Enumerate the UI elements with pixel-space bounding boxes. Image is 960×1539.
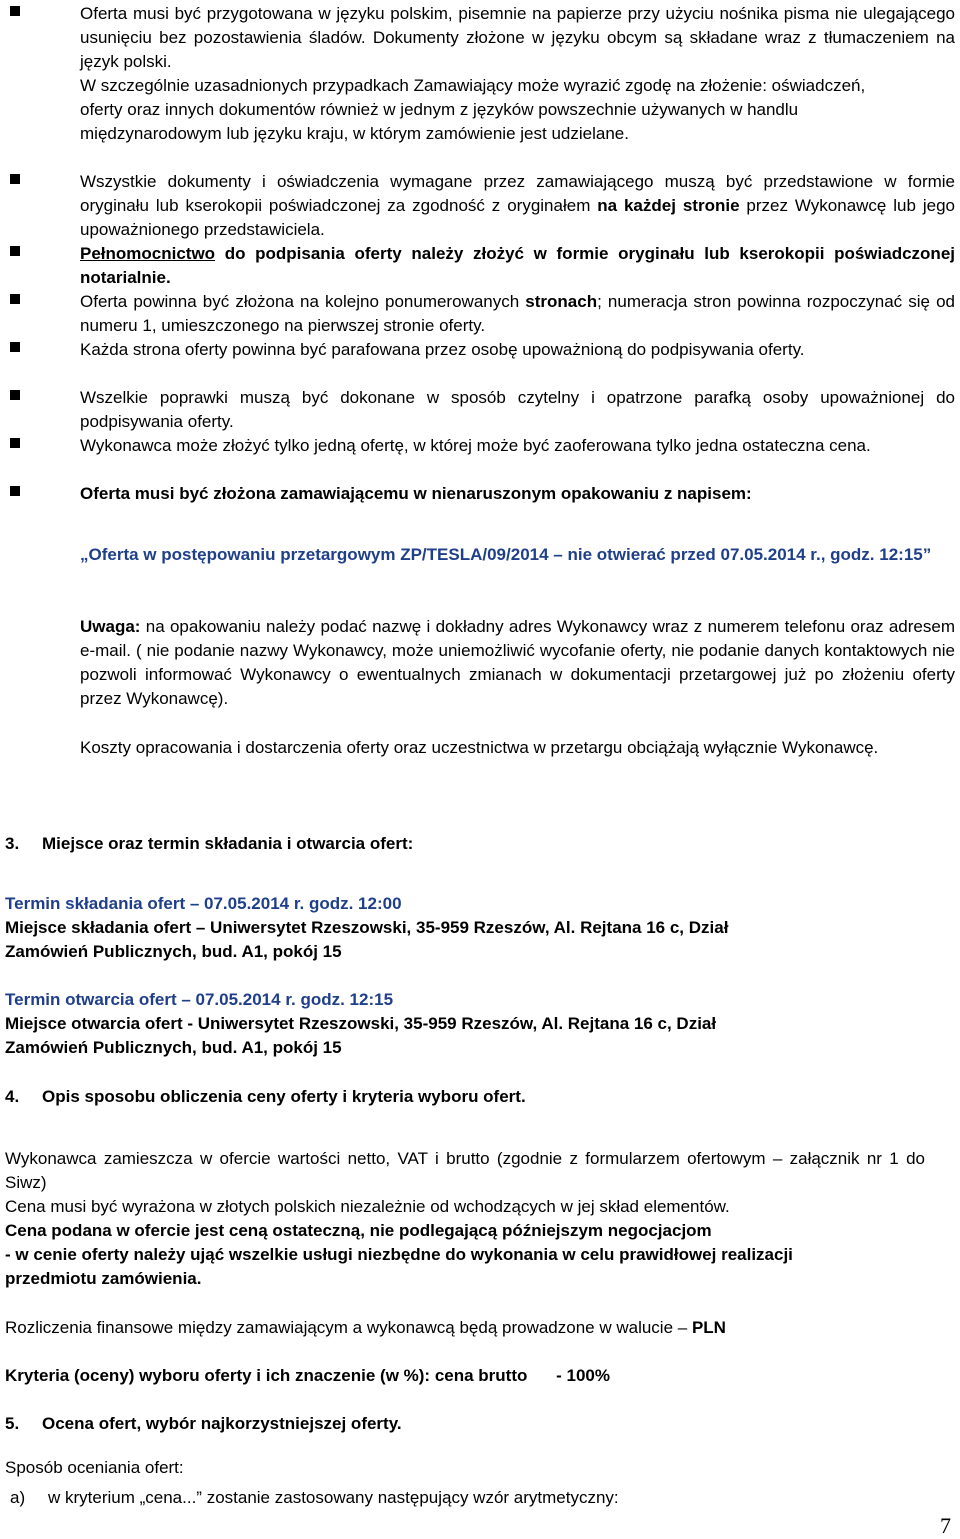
list-item: Wszelkie poprawki muszą być dokonane w sposób czytelny i opatrzone parafką osoby upoważnionej do podpisywania oferty. [80,388,955,431]
submit-deadline: Termin składania ofert – 07.05.2014 r. godz. 12:00 [5,894,402,913]
submit-place [5,916,728,964]
open-place-line: Miejsce otwarcia ofert - Uniwersytet Rzeszowski, 35-959 Rzeszów, Al. Rejtana 16 c, Dział [5,1014,717,1033]
note-text: na opakowaniu należy podać nazwę i dokładny adres Wykonawcy wraz z numerem telefonu oraz adresem e-mail. ( nie podanie nazwy Wykonawcy, może uniemożliwić wycofanie oferty, nie podanie danych kontaktowych nie pozwoli informować Wykonawcy o ewentualnych zmianach w dokumentacji przetargowej już po złożeniu oferty przez Wykonawcę). [80,617,955,708]
list-item-marker: a) [10,1488,26,1507]
submit-place-line: Miejsce składania ofert – Uniwersytet Rzeszowski, 35-959 Rzeszów, Al. Rejtana 16 c, Dział [5,918,729,937]
section-number: 4. [5,1087,20,1106]
list-item-emphasis: Pełnomocnictwo [80,244,216,263]
section4-paragraph: Cena musi być wyrażona w złotych polskich niezależnie od wchodzących w jej skład elementów. [5,1197,730,1216]
open-deadline: Termin otwarcia ofert – 07.05.2014 r. godz. 12:15 [5,990,394,1009]
list-item [10,1486,619,1510]
list-item-emphasis: stronach [525,292,598,311]
list-item-emphasis: na każdej stronie [597,196,740,215]
list-item-text: do podpisania oferty należy złożyć w formie oryginału lub kserokopii poświadczonej notarialnie. [80,244,955,287]
section-heading [5,832,413,856]
submit-place-line: Zamówień Publicznych, bud. A1, pokój 15 [5,942,342,961]
list-item-text: Wszystkie dokumenty i oświadczenia wymagane przez zamawiającego muszą być przedstawione w formie oryginału lub kserokopii poświadczonej za zgodność z oryginałem [80,172,955,215]
page-number: 7 [940,1513,951,1538]
currency-line [5,1316,726,1340]
list-item [80,170,955,242]
list-item-text: ; numeracja stron powinna rozpoczynać się od numeru 1, umieszczonego na pierwszej stronie oferty. [80,292,955,335]
list-item: W szczególnie uzasadnionych przypadkach Zamawiający może wyrazić zgodę na złożenie: oświadczeń, oferty oraz innych dokumentów również w jednym z języków powszechnie używanych w handlu międzynarodowym lub języku kraju, w którym zamówienie jest udzielane. [80,76,866,143]
section-heading [5,1085,526,1109]
note-label: Uwaga: [80,617,141,636]
list-item: Oferta musi być złożona zamawiającemu w nienaruszonym opakowaniu z napisem: [80,484,752,503]
bullet-marker [10,486,20,496]
list-item [80,290,955,338]
bullet-marker [10,342,20,352]
note-paragraph [80,615,955,711]
open-place [5,1012,716,1060]
criteria-label: Kryteria (oceny) wyboru oferty i ich znaczenie (w %): cena brutto [5,1366,528,1385]
section-title: Miejsce oraz termin składania i otwarcia ofert: [42,834,414,853]
list-item-text: Oferta powinna być złożona na kolejno ponumerowanych [80,292,526,311]
envelope-label: „Oferta w postępowaniu przetargowym ZP/TESLA/09/2014 – nie otwierać przed 07.05.2014 r., godz. 12:15” [80,545,932,564]
currency-value: PLN [691,1318,726,1337]
bullet-marker [10,438,20,448]
section-title: Opis sposobu obliczenia ceny oferty i kryteria wyboru ofert. [42,1087,526,1106]
criteria-line [5,1364,610,1388]
criteria-value: - 100% [556,1366,610,1385]
costs-paragraph: Koszty opracowania i dostarczenia oferty oraz uczestnictwa w przetargu obciążają wyłącznie Wykonawcę. [80,738,879,757]
section-number: 3. [5,834,20,853]
section-number: 5. [5,1414,20,1433]
list-item: Oferta musi być przygotowana w języku polskim, pisemnie na papierze przy użyciu nośnika pisma nie ulegającego usunięciu bez pozostawienia śladów. Dokumenty złożone w języku obcym są składane wraz z tłumaczeniem na język polski. [80,4,955,71]
list-item-text: przez Wykonawcę lub jego upoważnionego przedstawiciela. [80,196,955,239]
open-place-line: Zamówień Publicznych, bud. A1, pokój 15 [5,1038,342,1057]
bullet-marker [10,6,20,16]
bullet-marker [10,174,20,184]
method-label: Sposób oceniania ofert: [5,1458,184,1477]
list-item: Wykonawca może złożyć tylko jedną ofertę, w której może być zaoferowana tylko jedna ostateczna cena. [80,436,871,455]
bullet-marker [10,246,20,256]
currency-text: Rozliczenia finansowe między zamawiającym a wykonawcą będą prowadzone w walucie – [5,1318,692,1337]
bullet-marker [10,294,20,304]
section-title: Ocena ofert, wybór najkorzystniejszej oferty. [42,1414,402,1433]
section4-paragraph: Wykonawca zamieszcza w ofercie wartości netto, VAT i brutto (zgodnie z formularzem ofertowym – załącznik nr 1 do Siwz) [5,1149,925,1192]
section4-paragraph: - w cenie oferty należy ująć wszelkie usługi niezbędne do wykonania w celu prawidłowej realizacji przedmiotu zamówienia. [5,1245,793,1288]
bullet-marker [10,390,20,400]
list-item [80,242,955,290]
section-heading [5,1412,402,1436]
section4-paragraph: Cena podana w ofercie jest ceną ostateczną, nie podlegającą późniejszym negocjacjom [5,1221,712,1240]
list-item: Każda strona oferty powinna być parafowana przez osobę upoważnioną do podpisywania oferty. [80,340,805,359]
list-item-text: w kryterium „cena...” zostanie zastosowany następujący wzór arytmetyczny: [48,1488,619,1507]
